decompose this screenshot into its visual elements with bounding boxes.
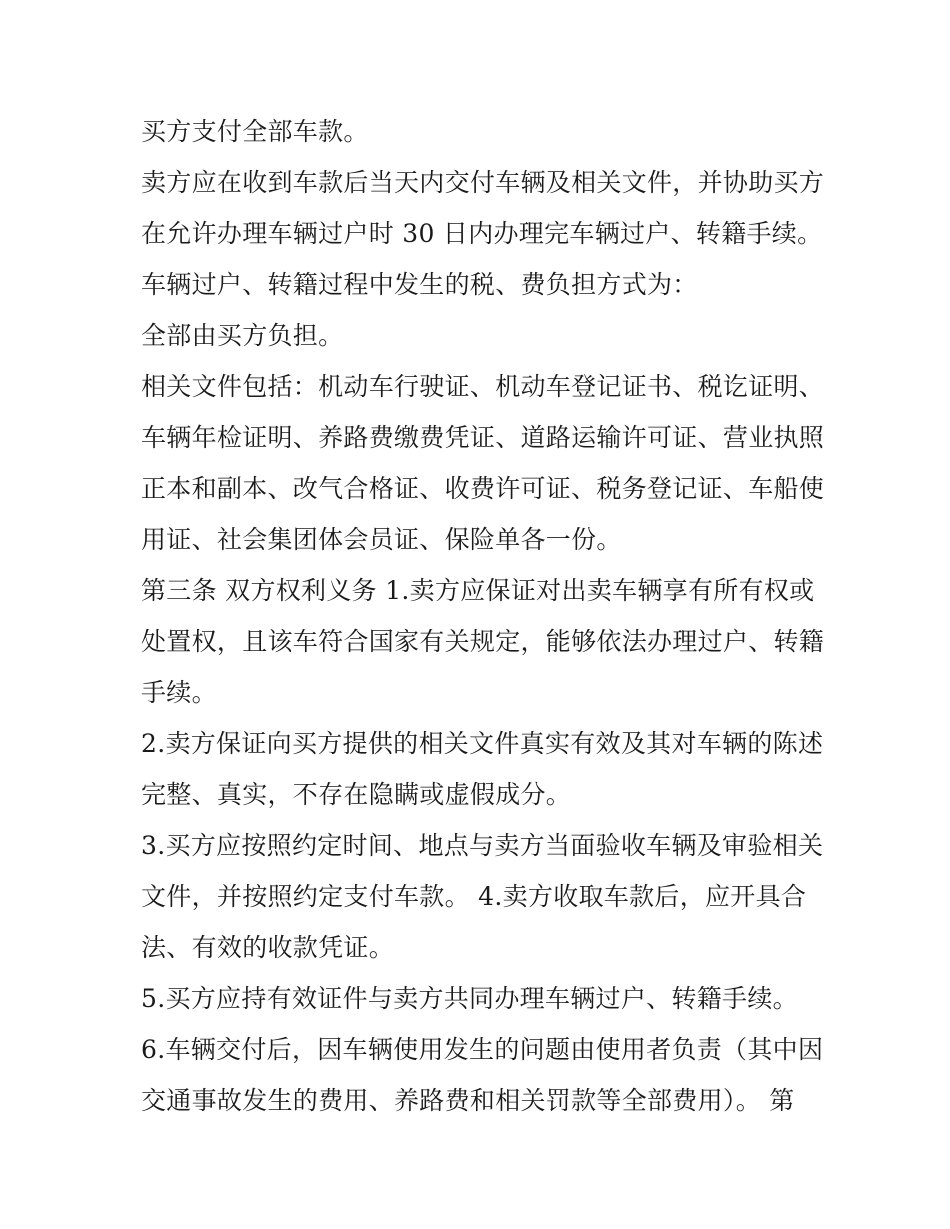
text-line: 用证、社会集团体会员证、保险单各一份。 (141, 525, 622, 554)
text-line: 在允许办理车辆过户时 30 日内办理完车辆过户、转籍手续。 (141, 219, 823, 248)
text-line: 卖方应在收到车款后当天内交付车辆及相关文件，并协助买方 (141, 168, 825, 197)
text-line: 全部由买方负担。 (141, 321, 344, 350)
text-line: 法、有效的收款凭证。 (141, 933, 395, 962)
text-line: 完整、真实，不存在隐瞒或虚假成分。 (141, 780, 572, 809)
text-line: 第三条 双方权利义务 1.卖方应保证对出卖车辆享有所有权或 (141, 576, 815, 605)
text-line: 正本和副本、改气合格证、收费许可证、税务登记证、车船使 (141, 474, 825, 503)
text-line: 6.车辆交付后，因车辆使用发生的问题由使用者负责（其中因 (141, 1035, 824, 1064)
text-line: 文件，并按照约定支付车款。 4.卖方收取车款后，应开具合 (141, 882, 807, 911)
text-line: 5.买方应持有效证件与卖方共同办理车辆过户、转籍手续。 (141, 984, 798, 1013)
text-line: 手续。 (141, 678, 217, 707)
text-line: 相关文件包括：机动车行驶证、机动车登记证书、税讫证明、 (141, 372, 825, 401)
contract-text-block (141, 106, 825, 1126)
text-line: 车辆过户、转籍过程中发生的税、费负担方式为： (141, 270, 698, 299)
text-line: 买方支付全部车款。 (141, 117, 369, 146)
text-line: 交通事故发生的费用、养路费和相关罚款等全部费用）。 第 (141, 1086, 795, 1115)
text-line: 处置权，且该车符合国家有关规定，能够依法办理过户、转籍 (141, 627, 825, 656)
text-line: 车辆年检证明、养路费缴费凭证、道路运输许可证、营业执照 (141, 423, 825, 452)
text-line: 3.买方应按照约定时间、地点与卖方当面验收车辆及审验相关 (141, 831, 824, 860)
text-line: 2.卖方保证向买方提供的相关文件真实有效及其对车辆的陈述 (141, 729, 824, 758)
